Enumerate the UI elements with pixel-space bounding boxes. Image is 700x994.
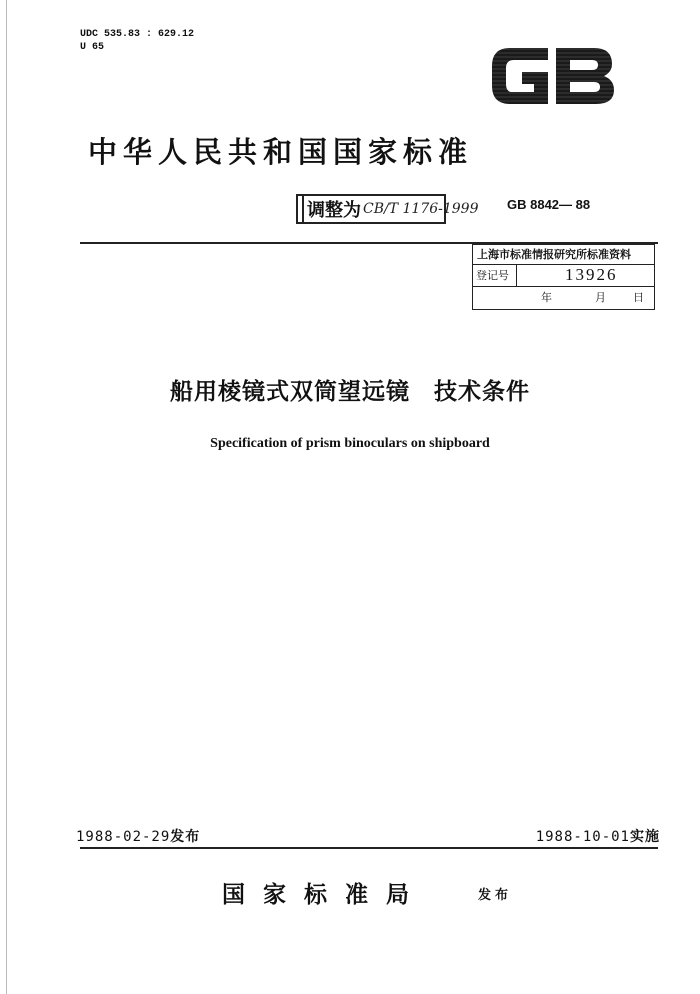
registration-institute: 上海市标准情报研究所标准资料	[473, 245, 654, 265]
adjustment-stamp-label: 调整为	[302, 196, 361, 222]
scan-margin-line	[6, 0, 7, 994]
registration-label: 登记号	[473, 265, 517, 287]
registration-number-row	[473, 265, 654, 287]
standard-number: GB 8842— 88	[507, 197, 591, 212]
issue-date-line	[76, 826, 200, 846]
u-code: U 65	[80, 42, 105, 53]
adjustment-stamp	[296, 194, 479, 224]
gb-logo	[486, 38, 618, 110]
implement-date-line	[536, 826, 660, 846]
classification-codes	[80, 28, 194, 54]
issuer-suffix: 发布	[478, 888, 513, 903]
document-title: 船用棱镜式双筒望远镜 技术条件	[170, 379, 530, 405]
issue-date: 1988-02-29	[76, 829, 171, 845]
adjustment-handwritten-code: CB/T 1176-1999	[363, 201, 479, 217]
registration-date-row	[473, 287, 654, 309]
issue-suffix: 发布	[170, 829, 201, 845]
registration-year: 年	[541, 291, 552, 304]
registration-day: 日	[633, 291, 644, 304]
implement-suffix: 实施	[630, 829, 660, 845]
registration-month: 月	[595, 291, 606, 304]
document-subtitle: Specification of prism binoculars on shipboard	[210, 436, 490, 451]
footer-divider	[80, 847, 658, 849]
registration-number: 13926	[565, 265, 618, 284]
issuing-authority: 国家标准局	[222, 881, 427, 908]
implement-date: 1988-10-01	[535, 829, 630, 845]
national-standard-title: 中华人民共和国国家标准	[88, 135, 474, 169]
registration-stamp	[472, 244, 655, 310]
udc-code: UDC 535.83 : 629.12	[80, 29, 195, 40]
